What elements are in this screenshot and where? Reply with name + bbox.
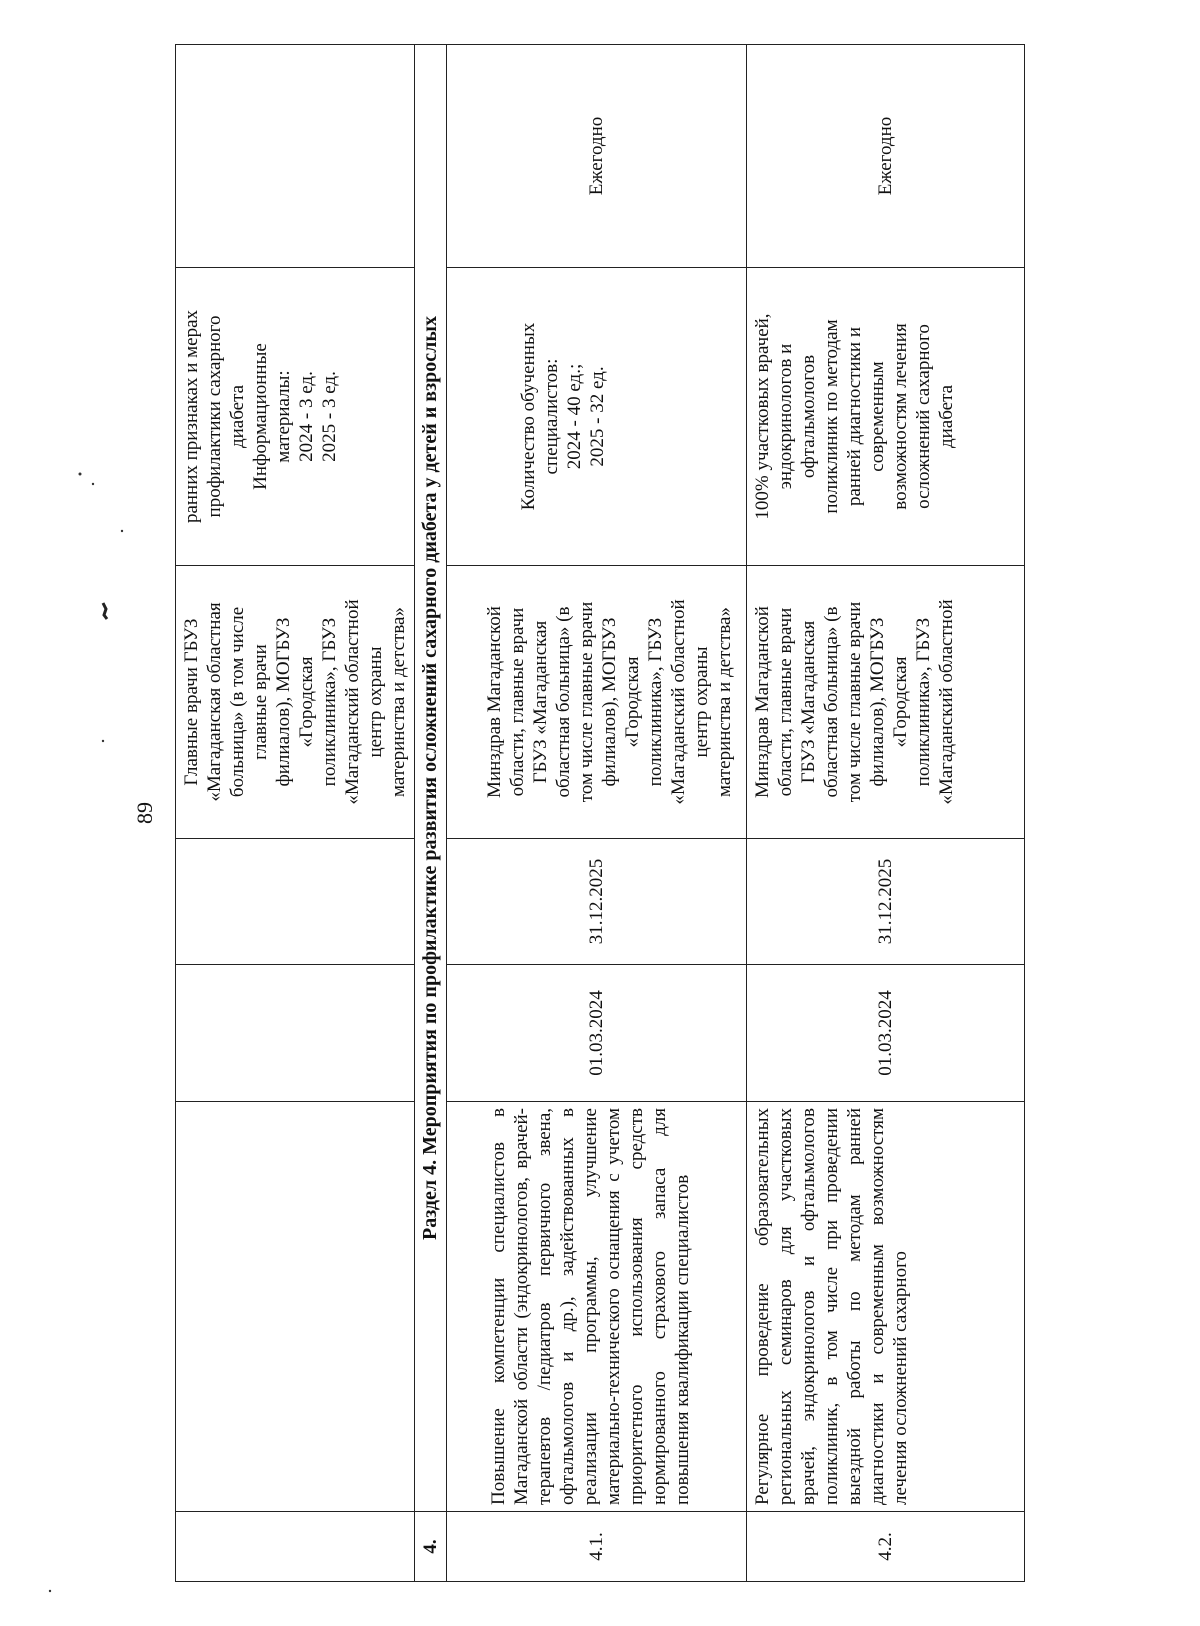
row-end-date: 31.12.2025 bbox=[447, 839, 747, 965]
cell-result: ранних признаках и мерах профилактики сахарного диабета Информационные материалы: 2024 - 3 ед. 2025 - 3 ед. bbox=[176, 268, 415, 566]
section-number: 4. bbox=[415, 1512, 447, 1582]
cell-end-empty bbox=[176, 839, 415, 965]
table-row bbox=[447, 45, 747, 1582]
rotated-table-page bbox=[175, 45, 1005, 1582]
cell-number-empty bbox=[176, 1512, 415, 1582]
row-responsible: Минздрав Магаданской области, главные врачи ГБУЗ «Магаданская областная больница» (в том числе главные врачи филиалов), МОГБУЗ «Городская поликлиника», ГБУЗ «Магаданский областной bbox=[747, 566, 1025, 839]
plan-table bbox=[175, 44, 1025, 1582]
row-description: Повышение компетенции специалистов в Магаданской области (эндокринологов, врачей-терапевтов /педиатров первичного звена, офтальмологов и др.), задействованных в реализации программы, улучшение материально-технического оснащения с учетом приоритетного использования средств нормированного страхового запаса для повышения квалификации специалистов bbox=[447, 1102, 747, 1512]
row-frequency: Ежегодно bbox=[747, 45, 1025, 268]
section-title: Раздел 4. Мероприятия по профилактике развития осложнений сахарного диабета у детей и взрослых bbox=[415, 45, 447, 1512]
page-number: 89 bbox=[132, 802, 157, 824]
row-number: 4.2. bbox=[747, 1512, 1025, 1582]
row-responsible: Минздрав Магаданской области, главные врачи ГБУЗ «Магаданская областная больница» (в том числе главные врачи филиалов), МОГБУЗ «Городская поликлиника», ГБУЗ «Магаданский областной центр охраны материнства и детства» bbox=[447, 566, 747, 839]
row-description: Регулярное проведение образовательных региональных семинаров для участковых врачей, эндокринологов и офтальмологов поликлиник, в том числе при проведении выездной работы по методам ранней диагностики и современным возможностям лечения осложнений сахарного bbox=[747, 1102, 1025, 1512]
cell-description-empty bbox=[176, 1102, 415, 1512]
table-row-top bbox=[176, 45, 415, 1582]
row-result: 100% участковых врачей, эндокринологов и офтальмологов поликлиник по методам ранней диагностики и современным возможностям лечения осложнений сахарного диабета bbox=[747, 268, 1025, 566]
cell-start-empty bbox=[176, 965, 415, 1102]
section-row bbox=[415, 45, 447, 1582]
row-start-date: 01.03.2024 bbox=[447, 965, 747, 1102]
row-result: Количество обученных специалистов: 2024 - 40 ед.; 2025 - 32 ед. bbox=[447, 268, 747, 566]
cell-responsible: Главные врачи ГБУЗ «Магаданская областная больница» (в том числе главные врачи филиалов), МОГБУЗ «Городская поликлиника», ГБУЗ «Магаданский областной центр охраны материнства и детства» bbox=[176, 566, 415, 839]
row-number: 4.1. bbox=[447, 1512, 747, 1582]
row-start-date: 01.03.2024 bbox=[747, 965, 1025, 1102]
row-end-date: 31.12.2025 bbox=[747, 839, 1025, 965]
row-frequency: Ежегодно bbox=[447, 45, 747, 268]
cell-frequency-empty bbox=[176, 45, 415, 268]
table-row bbox=[747, 45, 1025, 1582]
